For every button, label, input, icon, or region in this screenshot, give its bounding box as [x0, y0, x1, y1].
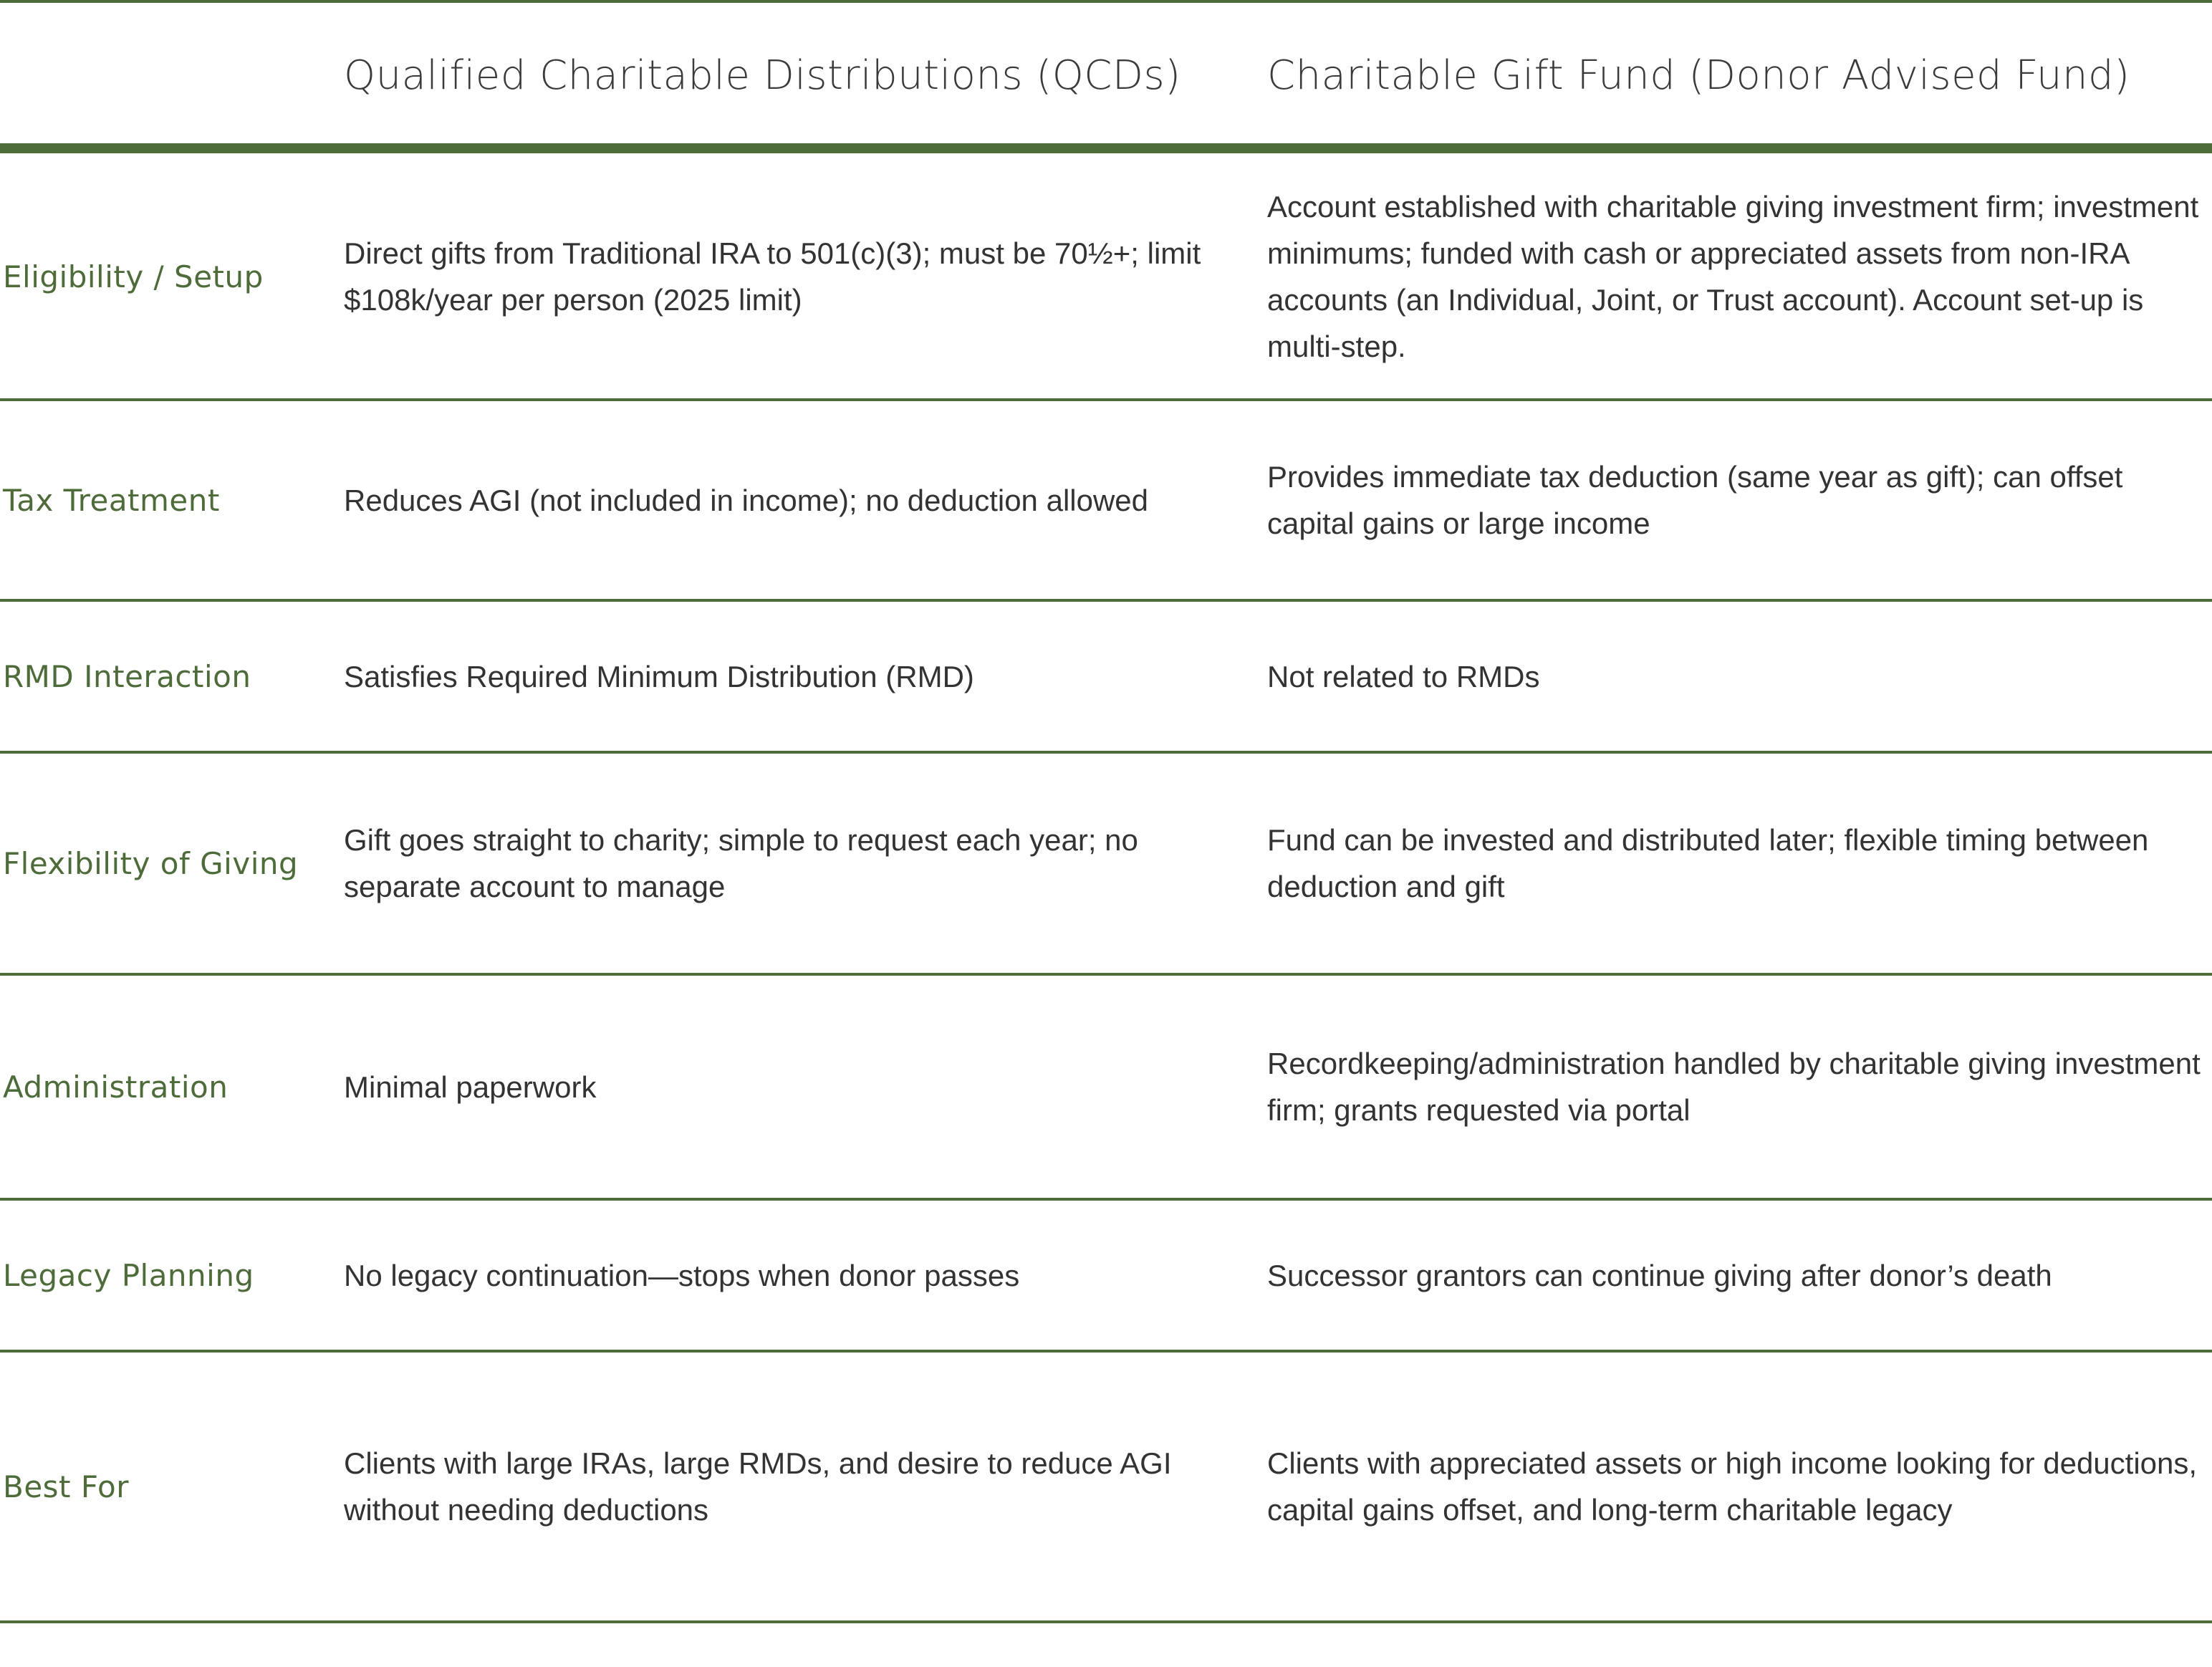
cell-qcd [344, 1201, 1246, 1350]
table-row [0, 1353, 2212, 1620]
cell-qcd [344, 401, 1246, 599]
cell-text: Satisfies Required Minimum Distribution (RMD) [344, 659, 974, 693]
cell-text: Clients with large IRAs, large RMDs, and desire to reduce AGI without needing deductions [344, 1446, 1172, 1527]
cell-text: Direct gifts from Traditional IRA to 501(c)(3); must be 70½+; limit $108k/year per person (2025 limit) [344, 236, 1201, 317]
table-row [0, 401, 2212, 599]
cell-qcd [344, 153, 1246, 400]
cell-qcd [344, 1353, 1246, 1620]
cell-daf [1267, 602, 2207, 751]
cell-text: Minimal paperwork [344, 1070, 597, 1104]
table-row [0, 602, 2212, 751]
cell-daf [1267, 754, 2207, 973]
row-label-tax: Tax Treatment [3, 482, 220, 518]
cell-text: Gift goes straight to charity; simple to request each year; no separate account to manage [344, 823, 1138, 903]
table-row [0, 754, 2212, 973]
cell-text: Not related to RMDs [1267, 659, 1540, 693]
cell-qcd [344, 976, 1246, 1198]
cell-text: Clients with appreciated assets or high income looking for deductions, capital gains offset, and long-term charitable legacy [1267, 1446, 2198, 1527]
row-label-administration: Administration [3, 1069, 229, 1105]
cell-text: Provides immediate tax deduction (same year as gift); can offset capital gains or large income [1267, 460, 2123, 540]
bottom-rule [0, 1620, 2212, 1623]
cell-text: No legacy continuation—stops when donor passes [344, 1258, 1020, 1292]
cell-text: Reduces AGI (not included in income); no deduction allowed [344, 483, 1149, 517]
row-label-legacy: Legacy Planning [3, 1257, 254, 1293]
cell-daf [1267, 976, 2207, 1198]
cell-text: Recordkeeping/administration handled by charitable giving investment firm; grants requested via portal [1267, 1047, 2201, 1127]
row-label-rmd: RMD Interaction [3, 658, 251, 694]
cell-daf [1267, 1353, 2207, 1620]
row-label-best-for: Best For [3, 1469, 129, 1504]
header-daf: Charitable Gift Fund (Donor Advised Fund) [1267, 52, 2130, 99]
header-qcd: Qualified Charitable Distributions (QCDs) [344, 52, 1181, 99]
cell-text: Account established with charitable giving investment firm; investment minimums; funded with cash or appreciated assets from non-IRA accounts (an Individual, Joint, or Trust account). Account set-up is multi-step. [1267, 190, 2199, 363]
cell-daf [1267, 401, 2207, 599]
cell-qcd [344, 754, 1246, 973]
cell-daf [1267, 1201, 2207, 1350]
table-row [0, 1201, 2212, 1350]
cell-qcd [344, 602, 1246, 751]
table-row [0, 976, 2212, 1198]
row-label-flexibility: Flexibility of Giving [3, 845, 299, 881]
row-label-eligibility: Eligibility / Setup [3, 259, 264, 294]
cell-text: Fund can be invested and distributed later; flexible timing between deduction and gift [1267, 823, 2149, 903]
cell-text: Successor grantors can continue giving after donor’s death [1267, 1258, 2052, 1292]
cell-daf [1267, 153, 2207, 400]
table-row [0, 153, 2212, 400]
header-rule [0, 143, 2212, 153]
